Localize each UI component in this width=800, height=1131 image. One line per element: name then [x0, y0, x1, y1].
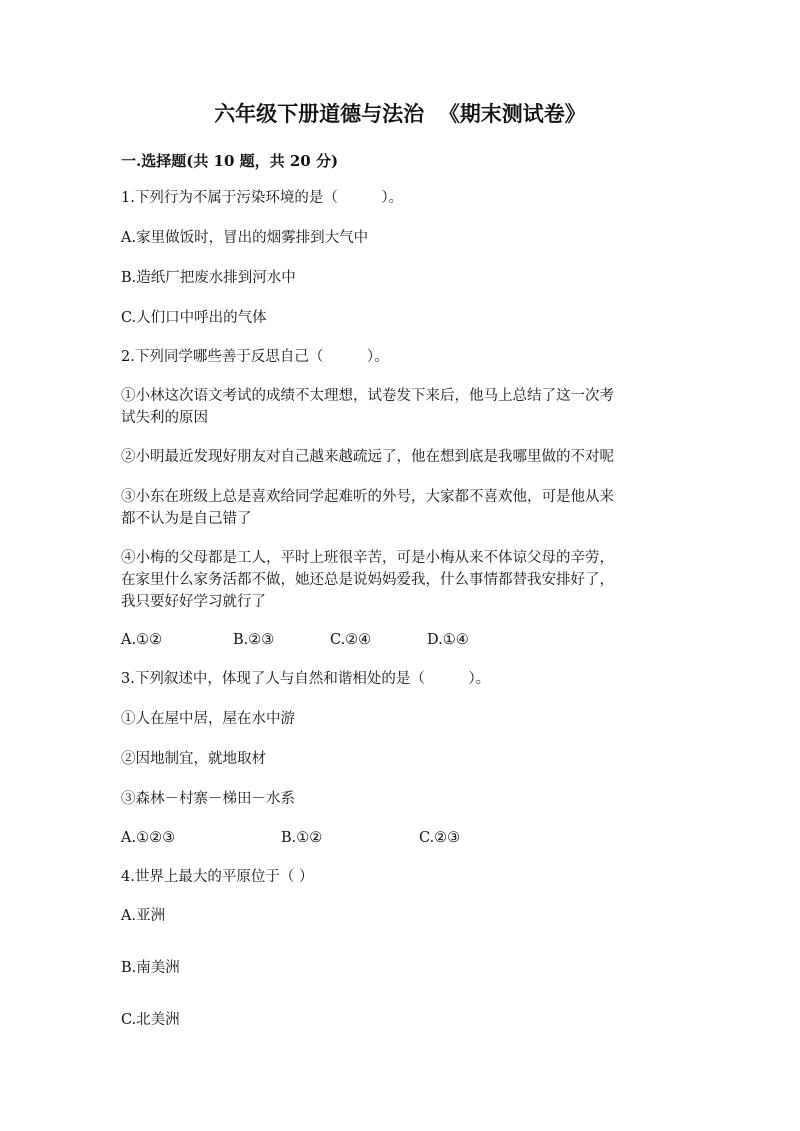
statement-3-line-2: 都不认为是自己错了 [121, 511, 252, 527]
option-b: B.①② [281, 830, 323, 846]
option-b: B.造纸厂把废水排到河水中 [121, 270, 296, 286]
option-d: D.①④ [427, 632, 469, 648]
question-stem: 1.下列行为不属于污染环境的是（ ）。 [121, 190, 404, 206]
option-c: C.②③ [419, 830, 461, 846]
option-c: C.②④ [330, 632, 372, 648]
statement-2: ②因地制宜，就地取材 [121, 751, 266, 767]
option-b: B.南美洲 [121, 960, 180, 976]
question-stem: 3.下列叙述中，体现了人与自然和谐相处的是（ ）。 [121, 671, 491, 687]
option-a: A.家里做饭时，冒出的烟雾排到大气中 [121, 230, 369, 246]
option-c: C.北美洲 [121, 1012, 180, 1028]
question-stem: 4.世界上最大的平原位于（ ） [121, 869, 314, 885]
statement-4-line-3: 我只要好好学习就行了 [121, 594, 266, 610]
statement-1: ①人在屋中居，屋在水中游 [121, 711, 295, 727]
statement-3-line-1: ③小东在班级上总是喜欢给同学起难听的外号，大家都不喜欢他，可是他从来 [121, 489, 614, 505]
section-heading: 一.选择题(共 10 题，共 20 分) [121, 152, 339, 170]
exam-title: 六年级下册道德与法治 《期末测试卷》 [214, 101, 586, 126]
statement-2: ②小明最近发现好朋友对自己越来越疏远了，他在想到底是我哪里做的不对呢 [121, 449, 614, 465]
option-a: A.①②③ [121, 830, 176, 846]
statement-4-line-1: ④小梅的父母都是工人，平时上班很辛苦，可是小梅从来不体谅父母的辛劳， [121, 550, 614, 566]
statement-3: ③森林－村寨－梯田－水系 [121, 791, 295, 807]
option-b: B.②③ [233, 632, 275, 648]
statement-4-line-2: 在家里什么家务活都不做，她还总是说妈妈爱我，什么事情都替我安排好了， [121, 572, 614, 588]
option-a: A.①② [121, 632, 163, 648]
option-a: A.亚洲 [121, 908, 166, 924]
question-stem: 2.下列同学哪些善于反思自己（ ）。 [121, 349, 389, 365]
statement-1-line-1: ①小林这次语文考试的成绩不太理想，试卷发下来后，他马上总结了这一次考 [121, 388, 614, 404]
statement-1-line-2: 试失利的原因 [121, 410, 208, 426]
option-c: C.人们口中呼出的气体 [121, 310, 267, 326]
